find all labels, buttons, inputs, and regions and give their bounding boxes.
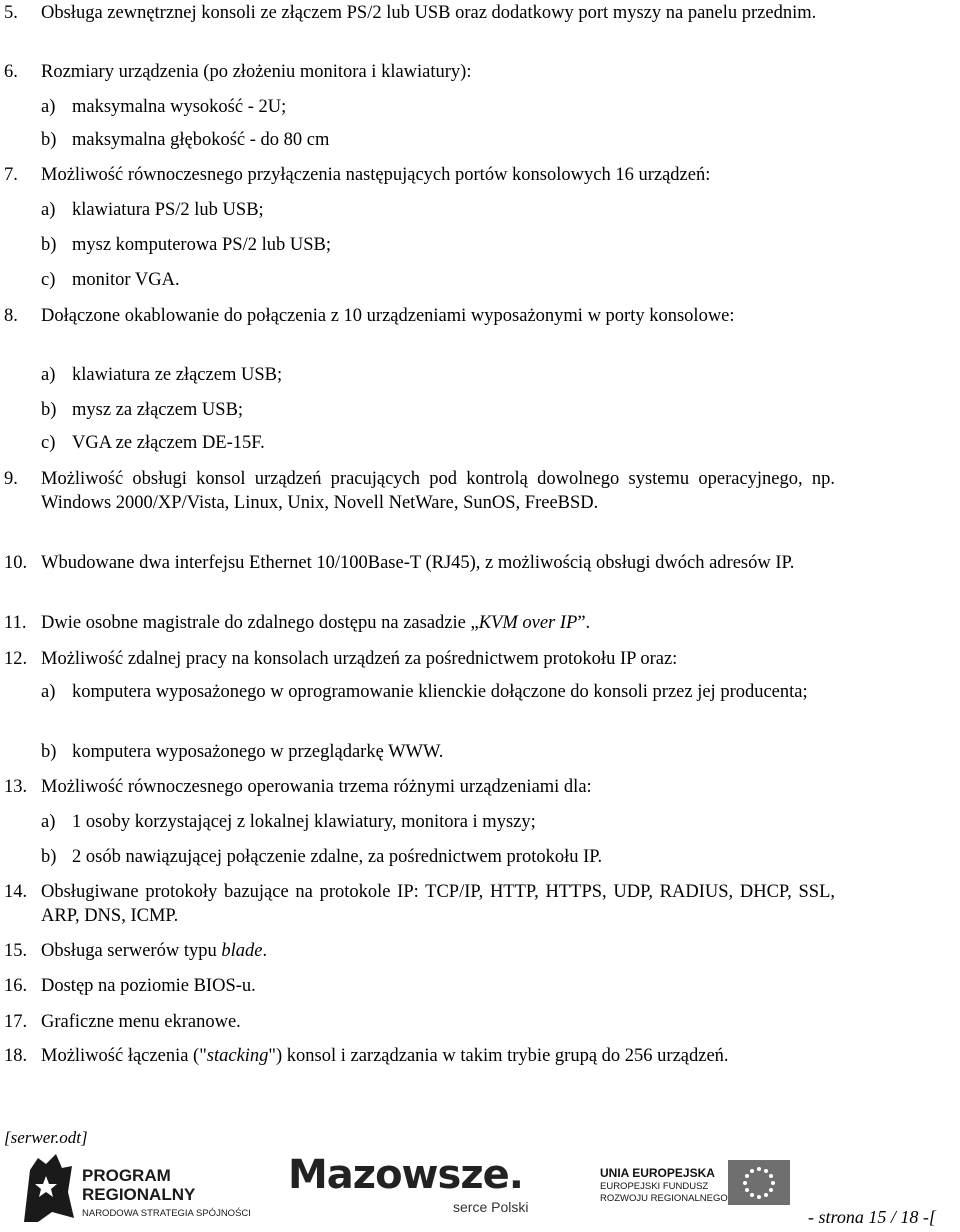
sub-item-12a [41,680,835,704]
item-number: 9. [4,469,18,489]
sub-item-12b [41,740,835,764]
sub-item-6b [41,128,835,152]
list-item-7 [4,163,835,187]
sub-item-label: c) [41,270,56,290]
item-number: 14. [4,882,28,902]
item-text-part: ") konsol i zarządzania w takim trybie grupą do 256 urządzeń. [268,1046,729,1066]
sub-item-text: monitor VGA. [72,270,180,290]
item-text-italic: blade [221,941,263,961]
program-regionalny-logo-icon [16,1152,76,1224]
item-text-part: Dwie osobne magistrale do zdalnego dostępu na zasadzie „ [41,613,479,633]
list-item-14 [4,880,835,928]
item-text [41,611,835,635]
item-text-part: . [262,941,268,961]
eu-flag-icon [728,1160,790,1205]
list-item-17 [4,1010,835,1034]
sub-item-text: VGA ze złączem DE-15F. [72,433,265,453]
ue-fund-1: EUROPEJSKI FUNDUSZ [600,1181,709,1192]
list-item-12 [4,647,835,671]
sub-item-label: b) [41,400,57,420]
item-number: 15. [4,941,28,961]
item-number: 7. [4,165,18,185]
item-number: 8. [4,306,18,326]
sub-item-label: b) [41,130,57,150]
program-regionalny-title-2: REGIONALNY [82,1185,196,1204]
sub-item-text: mysz za złączem USB; [72,400,244,420]
sub-item-text: mysz komputerowa PS/2 lub USB; [72,235,332,255]
item-text: Graficzne menu ekranowe. [41,1012,241,1032]
list-item-8 [4,304,835,328]
list-item-9 [4,467,835,515]
sub-item-text: komputera wyposażonego w oprogramowanie klienckie dołączone do konsoli przez jej producenta; [72,682,808,702]
sub-item-label: c) [41,433,56,453]
sub-item-text: 2 osób nawiązującej połączenie zdalne, za pośrednictwem protokołu IP. [72,847,603,867]
list-item-16 [4,974,835,998]
item-text: Wbudowane dwa interfejsu Ethernet 10/100Base-T (RJ45), z możliwością obsługi dwóch adresów IP. [41,553,795,573]
sub-item-label: b) [41,742,57,762]
item-text: Możliwość równoczesnego operowania trzema różnymi urządzeniami dla: [41,777,592,797]
item-text-italic: stacking [206,1046,269,1066]
sub-item-label: b) [41,235,57,255]
sub-item-label: b) [41,847,57,867]
mazowsze-slogan: serce Polski [453,1199,529,1215]
sub-item-text: klawiatura ze złączem USB; [72,365,283,385]
sub-item-13b [41,845,835,869]
sub-item-label: a) [41,812,56,832]
ue-fund-2: ROZWOJU REGIONALNEGO [600,1193,728,1204]
list-item-6 [4,60,835,84]
item-text-part: Obsługa serwerów typu [41,941,222,961]
sub-item-7a [41,198,835,222]
item-number: 6. [4,62,18,82]
sub-item-label: a) [41,365,56,385]
document-filename: [serwer.odt] [4,1128,88,1147]
item-number: 16. [4,976,28,996]
item-number: 17. [4,1012,28,1032]
sub-item-label: a) [41,97,56,117]
list-item-10 [4,551,835,575]
list-item-13 [4,775,835,799]
item-text: Obsługa zewnętrznej konsoli ze złączem PS/2 lub USB oraz dodatkowy port myszy na panelu przednim. [41,3,817,23]
item-text: Dostęp na poziomie BIOS-u. [41,976,256,996]
item-text: Dołączone okablowanie do połączenia z 10 urządzeniami wyposażonymi w porty konsolowe: [41,306,735,326]
item-number: 10. [4,553,28,573]
item-number: 13. [4,777,28,797]
item-text [41,939,835,963]
item-text: Możliwość obsługi konsol urządzeń pracujących pod kontrolą dowolnego systemu operacyjnego, np. Windows 2000/XP/Vista, Linux, Unix, Novell NetWare, SunOS, FreeBSD. [41,469,835,513]
list-item-11 [4,611,835,635]
item-number: 18. [4,1046,28,1066]
item-text-italic: KVM over IP [478,613,578,633]
sub-item-6a [41,95,835,119]
program-regionalny-subtitle: NARODOWA STRATEGIA SPÓJNOŚCI [82,1208,251,1219]
item-text-part: ”. [577,613,591,633]
item-number: 5. [4,3,18,23]
program-regionalny-title-1: PROGRAM [82,1166,171,1185]
sub-item-text: maksymalna głębokość - do 80 cm [72,130,330,150]
item-number: 12. [4,649,28,669]
page-number: - strona 15 / 18 -[ [808,1207,936,1227]
item-text: Możliwość zdalnej pracy na konsolach urządzeń za pośrednictwem protokołu IP oraz: [41,649,678,669]
ue-title: UNIA EUROPEJSKA [600,1166,715,1180]
item-text: Rozmiary urządzenia (po złożeniu monitora i klawiatury): [41,62,472,82]
list-item-5 [4,1,835,25]
mazowsze-logo: Mazowsze. [288,1152,523,1198]
sub-item-text: maksymalna wysokość - 2U; [72,97,287,117]
sub-item-text: klawiatura PS/2 lub USB; [72,200,264,220]
item-text: Możliwość równoczesnego przyłączenia następujących portów konsolowych 16 urządzeń: [41,165,711,185]
sub-item-8a [41,363,835,387]
item-number: 11. [4,613,27,633]
sub-item-7c [41,268,835,292]
sub-item-7b [41,233,835,257]
item-text [41,1044,835,1068]
sub-item-label: a) [41,200,56,220]
sub-item-text: 1 osoby korzystającej z lokalnej klawiatury, monitora i myszy; [72,812,536,832]
sub-item-8b [41,398,835,422]
sub-item-13a [41,810,835,834]
list-item-15 [4,939,835,963]
sub-item-8c [41,431,835,455]
item-text: Obsługiwane protokoły bazujące na protokole IP: TCP/IP, HTTP, HTTPS, UDP, RADIUS, DHCP, SSL, ARP, DNS, ICMP. [41,882,835,926]
item-text-part: Możliwość łączenia (" [41,1046,207,1066]
sub-item-text: komputera wyposażonego w przeglądarkę WWW. [72,742,444,762]
sub-item-label: a) [41,682,56,702]
list-item-18 [4,1044,835,1068]
